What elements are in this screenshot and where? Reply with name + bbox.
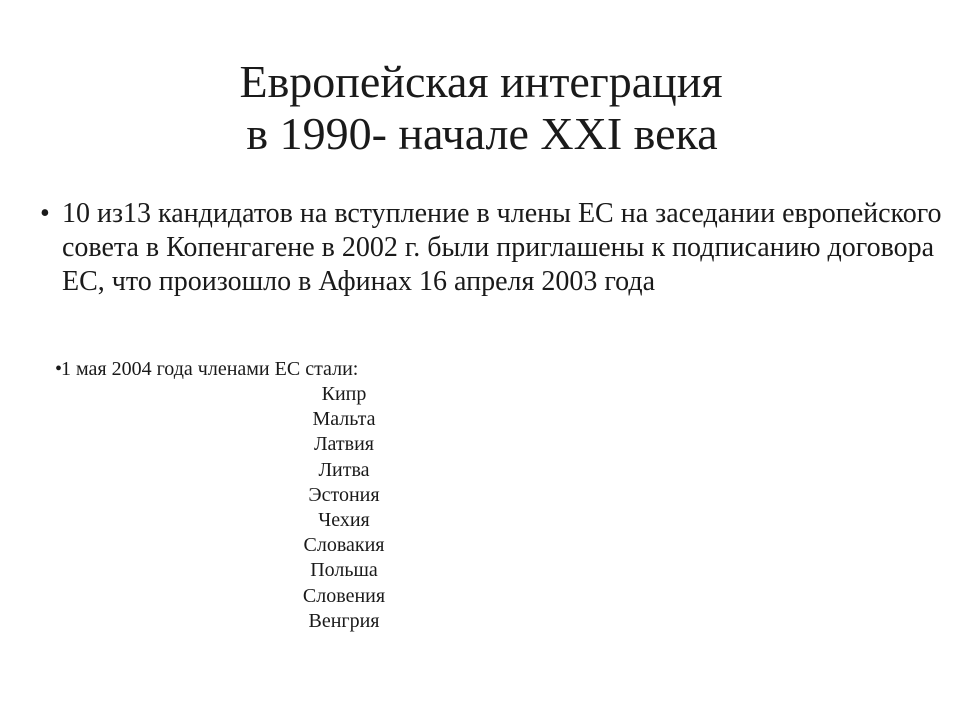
list-item: Мальта bbox=[312, 408, 376, 431]
slide-title bbox=[0, 56, 960, 160]
main-bullet-text: 10 из13 кандидатов на вступление в члены ЕС на заседании европейского совета в Копенгагене в 2002 г. были приглашены к подписанию договора ЕС, что произошло в Афинах 16 апреля 2003 года bbox=[62, 198, 942, 297]
list-item: Польша bbox=[310, 559, 378, 582]
list-item: Словакия bbox=[303, 534, 385, 557]
list-item: Эстония bbox=[308, 483, 380, 506]
bullet-icon: • bbox=[40, 198, 50, 229]
sub-bullet-text: 1 мая 2004 года членами ЕС стали: bbox=[61, 358, 359, 380]
slide-title-line-2: в 1990- начале XXI века bbox=[246, 108, 718, 159]
list-item: Венгрия bbox=[308, 609, 380, 632]
slide-title-line-1: Европейская интеграция bbox=[239, 56, 723, 107]
country-list bbox=[244, 382, 444, 634]
list-item: Чехия bbox=[318, 509, 370, 532]
main-bullet bbox=[40, 197, 940, 299]
list-item: Словения bbox=[302, 584, 386, 607]
list-item: Латвия bbox=[313, 433, 374, 456]
sub-bullet bbox=[55, 357, 358, 381]
list-item: Кипр bbox=[321, 383, 367, 405]
bullet-icon: • bbox=[55, 358, 63, 380]
list-item: Литва bbox=[318, 458, 370, 481]
